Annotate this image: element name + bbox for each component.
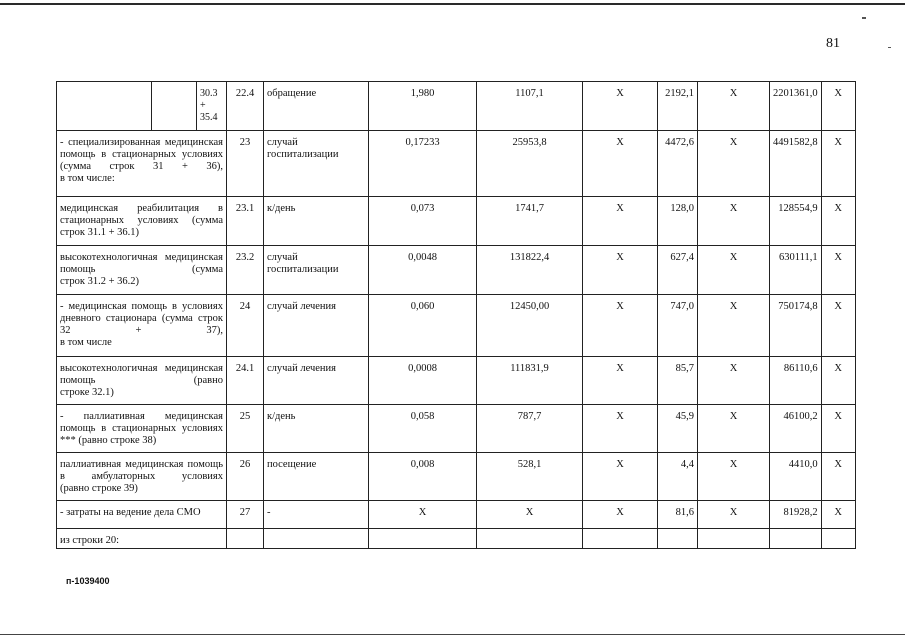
cost-cell: Х	[477, 501, 583, 529]
value-cell: Х	[698, 453, 770, 501]
norm-cell: Х	[369, 501, 477, 529]
description-line: высокотехнологичная медицинская помощь (равно	[60, 363, 223, 386]
description-cell	[57, 295, 227, 357]
value-cell: Х	[583, 246, 658, 295]
document-code: п-1039400	[66, 576, 110, 586]
cost-cell: 1107,1	[477, 82, 583, 131]
description-cell	[57, 529, 227, 549]
line-number-cell: 27	[227, 501, 264, 529]
value-cell	[583, 529, 658, 549]
value-cell: 85,7	[658, 357, 698, 405]
line-number-cell: 22.4	[227, 82, 264, 131]
value-cell: Х	[698, 197, 770, 246]
table-row	[57, 405, 856, 453]
table-row	[57, 197, 856, 246]
unit-cell	[264, 529, 369, 549]
value-cell: Х	[698, 501, 770, 529]
norm-cell: 0,008	[369, 453, 477, 501]
cost-cell	[477, 529, 583, 549]
value-cell: Х	[583, 295, 658, 357]
description-cell	[57, 197, 227, 246]
data-table	[56, 81, 856, 549]
unit-cell: к/день	[264, 405, 369, 453]
unit-cell: обращение	[264, 82, 369, 131]
table-row	[57, 131, 856, 197]
line-number-cell: 25	[227, 405, 264, 453]
table-row	[57, 453, 856, 501]
norm-cell: 1,980	[369, 82, 477, 131]
value-cell: Х	[821, 295, 855, 357]
table-row	[57, 501, 856, 529]
description-line: в том числе	[60, 337, 112, 348]
value-cell: Х	[583, 131, 658, 197]
value-cell: Х	[698, 131, 770, 197]
page-number: 81	[826, 36, 840, 51]
value-cell: 4410,0	[770, 453, 822, 501]
value-cell: 4,4	[658, 453, 698, 501]
value-cell: Х	[821, 246, 855, 295]
top-border-line	[0, 3, 905, 5]
unit-cell: случай госпитализации	[264, 131, 369, 197]
value-cell: Х	[698, 357, 770, 405]
value-cell: Х	[583, 197, 658, 246]
value-cell: 81928,2	[770, 501, 822, 529]
description-cell	[57, 453, 227, 501]
unit-cell: случай лечения	[264, 357, 369, 405]
value-cell: 45,9	[658, 405, 698, 453]
line-number-cell: 23.2	[227, 246, 264, 295]
line-number-cell: 23	[227, 131, 264, 197]
value-cell	[821, 529, 855, 549]
value-cell: 2192,1	[658, 82, 698, 131]
line-number-cell: 26	[227, 453, 264, 501]
norm-cell: 0,0048	[369, 246, 477, 295]
empty-cell	[57, 82, 152, 131]
cost-cell: 1741,7	[477, 197, 583, 246]
description-cell	[57, 405, 227, 453]
value-cell: 4472,6	[658, 131, 698, 197]
value-cell	[698, 529, 770, 549]
value-cell: 750174,8	[770, 295, 822, 357]
description-line: строк 31.1 + 36.1)	[60, 227, 140, 238]
value-cell: Х	[583, 453, 658, 501]
description-line: строк 31.2 + 36.2)	[60, 276, 140, 287]
value-cell: Х	[821, 405, 855, 453]
description-line: в том числе:	[60, 173, 115, 184]
cost-cell: 787,7	[477, 405, 583, 453]
value-cell: 86110,6	[770, 357, 822, 405]
row-reference-line: 35.4	[200, 112, 218, 123]
description-line: высокотехнологичная медицинская помощь (сумма	[60, 252, 223, 275]
norm-cell: 0,060	[369, 295, 477, 357]
description-cell	[57, 357, 227, 405]
description-line: *** (равно строке 38)	[60, 435, 157, 446]
value-cell: Х	[698, 246, 770, 295]
unit-cell: случай лечения	[264, 295, 369, 357]
row-reference-cell	[197, 82, 227, 131]
line-number-cell: 23.1	[227, 197, 264, 246]
description-line: - медицинская помощь в условиях дневного стационара (сумма	[60, 301, 223, 324]
description-cell	[57, 131, 227, 197]
cost-cell: 111831,9	[477, 357, 583, 405]
value-cell: Х	[583, 501, 658, 529]
value-cell: Х	[698, 405, 770, 453]
row-reference-line: +	[200, 100, 206, 111]
value-cell: Х	[821, 453, 855, 501]
value-cell: Х	[821, 82, 855, 131]
value-cell	[770, 529, 822, 549]
description-cell	[57, 246, 227, 295]
description-line: медицинская реабилитация в стационарных условиях (сумма	[60, 203, 223, 226]
scan-speck	[862, 17, 866, 19]
description-line: паллиативная медицинская помощь в амбулаторных условиях	[60, 459, 223, 482]
line-number-cell	[227, 529, 264, 549]
unit-cell: случай госпитализации	[264, 246, 369, 295]
description-cell	[57, 501, 227, 529]
value-cell: Х	[698, 82, 770, 131]
row-reference-line: 30.3	[200, 88, 218, 99]
value-cell	[658, 529, 698, 549]
bottom-border-line	[0, 634, 905, 635]
cost-cell: 12450,00	[477, 295, 583, 357]
value-cell: 627,4	[658, 246, 698, 295]
description-line: (равно строке 39)	[60, 483, 138, 494]
value-cell: 747,0	[658, 295, 698, 357]
value-cell: 630111,1	[770, 246, 822, 295]
unit-cell: -	[264, 501, 369, 529]
description-line: строк 32 + 37),	[60, 313, 224, 336]
description-line: - специализированная медицинская помощь в стационарных условиях (сумма строк 31 + 36),	[60, 137, 223, 172]
description-line: строке 32.1)	[60, 387, 114, 398]
description-line: из строки 20:	[60, 535, 120, 546]
value-cell: 81,6	[658, 501, 698, 529]
table-row	[57, 246, 856, 295]
value-cell: 4491582,8	[770, 131, 822, 197]
value-cell: Х	[583, 82, 658, 131]
description-line: - затраты на ведение дела СМО	[60, 507, 201, 518]
table-row	[57, 82, 856, 131]
table-row	[57, 295, 856, 357]
norm-cell: 0,073	[369, 197, 477, 246]
scan-speck	[888, 47, 891, 48]
description-line: - паллиативная медицинская помощь в стационарных условиях	[60, 411, 223, 434]
empty-cell	[152, 82, 197, 131]
unit-cell: посещение	[264, 453, 369, 501]
cost-cell: 528,1	[477, 453, 583, 501]
value-cell: Х	[821, 501, 855, 529]
value-cell: Х	[583, 405, 658, 453]
line-number-cell: 24.1	[227, 357, 264, 405]
value-cell: 46100,2	[770, 405, 822, 453]
line-number-cell: 24	[227, 295, 264, 357]
value-cell: Х	[821, 131, 855, 197]
cost-cell: 131822,4	[477, 246, 583, 295]
value-cell: Х	[821, 197, 855, 246]
value-cell: 128554,9	[770, 197, 822, 246]
unit-cell: к/день	[264, 197, 369, 246]
cost-cell: 25953,8	[477, 131, 583, 197]
norm-cell: 0,058	[369, 405, 477, 453]
value-cell: 128,0	[658, 197, 698, 246]
norm-cell: 0,17233	[369, 131, 477, 197]
value-cell: Х	[821, 357, 855, 405]
norm-cell: 0,0008	[369, 357, 477, 405]
table-row	[57, 529, 856, 549]
value-cell: 2201361,0	[770, 82, 822, 131]
table-row	[57, 357, 856, 405]
norm-cell	[369, 529, 477, 549]
value-cell: Х	[583, 357, 658, 405]
value-cell: Х	[698, 295, 770, 357]
